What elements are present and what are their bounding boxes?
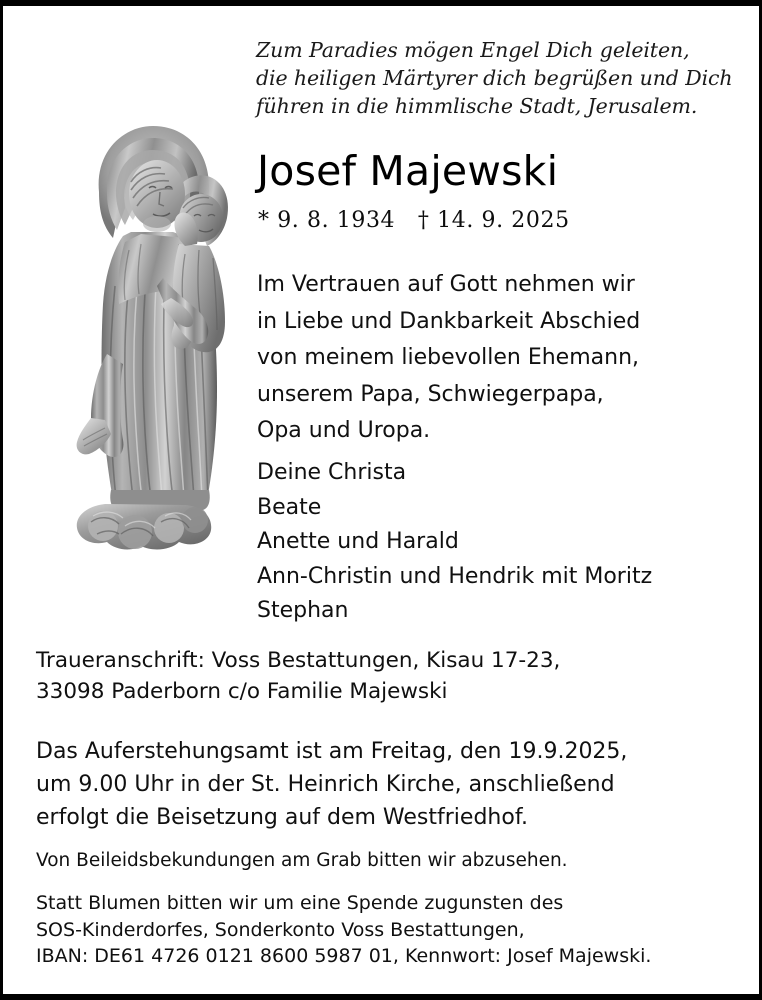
family-name-line: Ann-Christin und Hendrik mit Moritz — [257, 563, 653, 589]
service-line: erfolgt die Beisetzung auf dem Westfriedhof. — [36, 805, 528, 830]
address-line: Traueranschrift: Voss Bestattungen, Kisau 17-23, — [36, 648, 561, 673]
verse-line: Zum Paradies mögen Engel Dich geleiten, — [256, 38, 690, 62]
condolences-line: Von Beileidsbekundungen am Grab bitten wir abzusehen. — [36, 850, 568, 871]
condolences-note — [36, 847, 736, 874]
donation-request — [36, 890, 736, 970]
mourning-message — [257, 267, 727, 450]
verse-line: die heiligen Märtyrer dich begrüßen und Dich — [256, 66, 733, 90]
service-line: um 9.00 Uhr in der St. Heinrich Kirche, anschließend — [36, 772, 615, 797]
birth-death-dates: * 9. 8. 1934 † 14. 9. 2025 — [258, 208, 570, 233]
service-line: Das Auferstehungsamt ist am Freitag, den 19.9.2025, — [36, 739, 628, 764]
mourning-address — [36, 645, 736, 707]
family-name-line: Anette und Harald — [257, 529, 459, 554]
message-line: Opa und Uropa. — [257, 418, 431, 443]
donation-line: SOS-Kinderdorfes, Sonderkonto Voss Bestattungen, — [36, 918, 525, 941]
madonna-and-child-statue — [61, 118, 251, 550]
message-line: in Liebe und Dankbarkeit Abschied — [257, 308, 641, 334]
opening-verse — [256, 36, 746, 120]
donation-line: Statt Blumen bitten wir um eine Spende zugunsten des — [36, 892, 564, 914]
address-line: 33098 Paderborn c/o Familie Majewski — [36, 679, 448, 704]
verse-line: führen in die himmlische Stadt, Jerusalem. — [256, 94, 698, 118]
family-name-line: Deine Christa — [257, 460, 407, 485]
message-line: Im Vertrauen auf Gott nehmen wir — [257, 272, 635, 297]
family-signatures — [257, 456, 737, 629]
donation-iban-line: IBAN: DE61 4726 0121 8600 5987 01, Kennwort: Josef Majewski. — [36, 945, 652, 967]
deceased-name: Josef Majewski — [257, 147, 559, 195]
family-name-line: Beate — [257, 494, 322, 520]
message-line: unserem Papa, Schwiegerpapa, — [257, 381, 604, 407]
family-name-line: Stephan — [257, 598, 349, 623]
message-line: von meinem liebevollen Ehemann, — [257, 345, 640, 370]
funeral-service-details — [36, 735, 736, 834]
